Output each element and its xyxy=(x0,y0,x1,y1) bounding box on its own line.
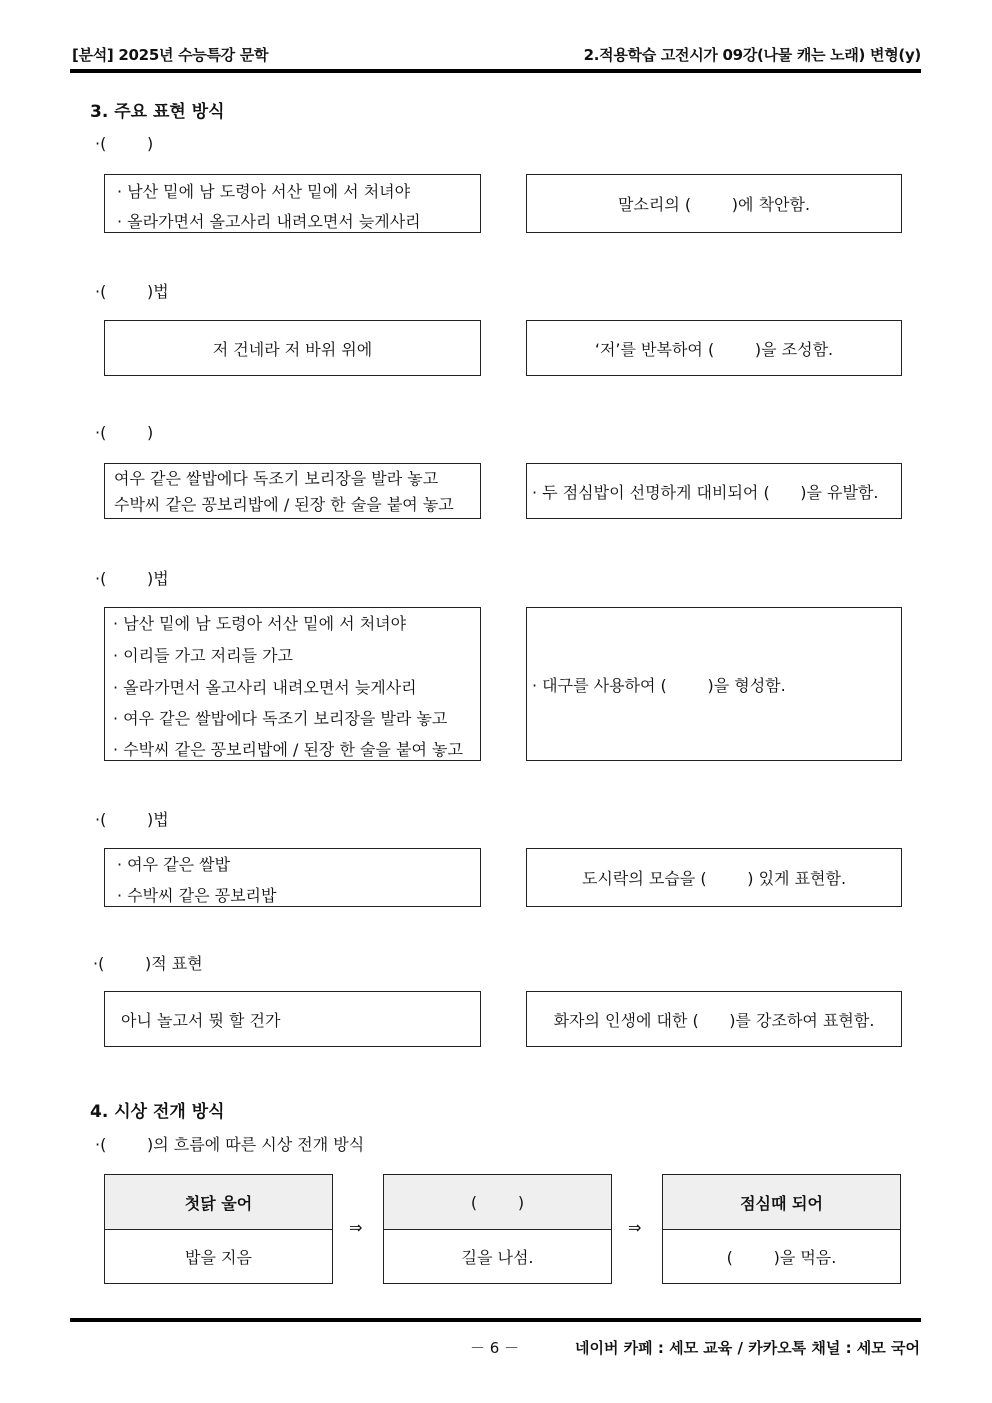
flow-step-2-title: ( ) xyxy=(384,1175,611,1230)
item3-example-box xyxy=(104,463,481,519)
footer-text: 네이버 카페 : 세모 교육 / 카카오톡 채널 : 세모 국어 xyxy=(574,1339,920,1357)
item3-label: ·( ) xyxy=(95,423,154,442)
item3-example-line: 여우 같은 쌀밥에다 독조기 보리장을 발라 놓고 xyxy=(114,469,439,488)
flow-step-3 xyxy=(662,1174,901,1284)
item1-explanation-box: 말소리의 ( )에 착안함. xyxy=(526,174,902,233)
item6-label: ·( )적 표현 xyxy=(93,954,203,973)
section4-title: 4. 시상 전개 방식 xyxy=(90,1102,225,1122)
item3-example-line: 수박씨 같은 꽁보리밥에 / 된장 한 술을 붙여 놓고 xyxy=(114,495,454,514)
header-right: 2.적용학습 고전시가 09강(나물 캐는 노래) 변형(y) xyxy=(583,46,921,64)
item5-label: ·( )법 xyxy=(95,810,169,829)
flow-step-1-title: 첫닭 울어 xyxy=(105,1175,332,1230)
section4-label: ·( )의 흐름에 따른 시상 전개 방식 xyxy=(95,1135,365,1154)
item6-example-box: 아니 놀고서 뭣 할 건가 xyxy=(104,991,481,1047)
page-number: － 6 － xyxy=(470,1339,520,1357)
item4-example-line: · 올라가면서 올고사리 내려오면서 늦게사리 xyxy=(113,678,417,697)
item1-label: ·( ) xyxy=(95,134,154,153)
flow-step-2-content: 길을 나섬. xyxy=(461,1248,534,1267)
item1-example-line: · 남산 밑에 남 도령아 서산 밑에 서 처녀야 xyxy=(117,182,411,201)
item4-example-box xyxy=(104,607,481,761)
footer-rule xyxy=(70,1318,921,1322)
item5-example-line: · 여우 같은 쌀밥 xyxy=(117,855,231,874)
item5-explanation-box: 도시락의 모습을 ( ) 있게 표현함. xyxy=(526,848,902,907)
flow-step-2 xyxy=(383,1174,612,1284)
flow-arrow-icon: ⇒ xyxy=(349,1218,363,1237)
flow-step-1-content: 밥을 지음 xyxy=(185,1248,252,1267)
item1-example-box xyxy=(104,174,481,233)
header-rule xyxy=(70,69,921,73)
item4-label: ·( )법 xyxy=(95,569,169,588)
item4-example-line: · 남산 밑에 남 도령아 서산 밑에 서 처녀야 xyxy=(113,614,407,633)
item5-example-box xyxy=(104,848,481,907)
item1-example-line: · 올라가면서 올고사리 내려오면서 늦게사리 xyxy=(117,212,421,231)
item5-example-line: · 수박씨 같은 꽁보리밥 xyxy=(117,886,277,905)
item3-explanation-box: · 두 점심밥이 선명하게 대비되어 ( )을 유발함. xyxy=(526,463,902,519)
item4-example-line: · 여우 같은 쌀밥에다 독조기 보리장을 발라 놓고 xyxy=(113,709,448,728)
flow-arrow-icon: ⇒ xyxy=(628,1218,642,1237)
item4-example-line: · 수박씨 같은 꽁보리밥에 / 된장 한 술을 붙여 놓고 xyxy=(113,740,463,759)
section3-title: 3. 주요 표현 방식 xyxy=(90,102,225,122)
item2-label: ·( )법 xyxy=(95,282,169,301)
item6-explanation-box: 화자의 인생에 대한 ( )를 강조하여 표현함. xyxy=(526,991,902,1047)
header-left: [분석] 2025년 수능특강 문학 xyxy=(72,46,269,64)
flow-step-3-content: ( )을 먹음. xyxy=(726,1248,837,1267)
flow-step-1 xyxy=(104,1174,333,1284)
item2-example-box: 저 건네라 저 바위 위에 xyxy=(104,320,481,376)
item4-explanation-box: · 대구를 사용하여 ( )을 형성함. xyxy=(526,607,902,761)
item4-example-line: · 이리들 가고 저리들 가고 xyxy=(113,646,293,665)
item2-explanation-box: ‘저’를 반복하여 ( )을 조성함. xyxy=(526,320,902,376)
flow-step-3-title: 점심때 되어 xyxy=(663,1175,900,1230)
